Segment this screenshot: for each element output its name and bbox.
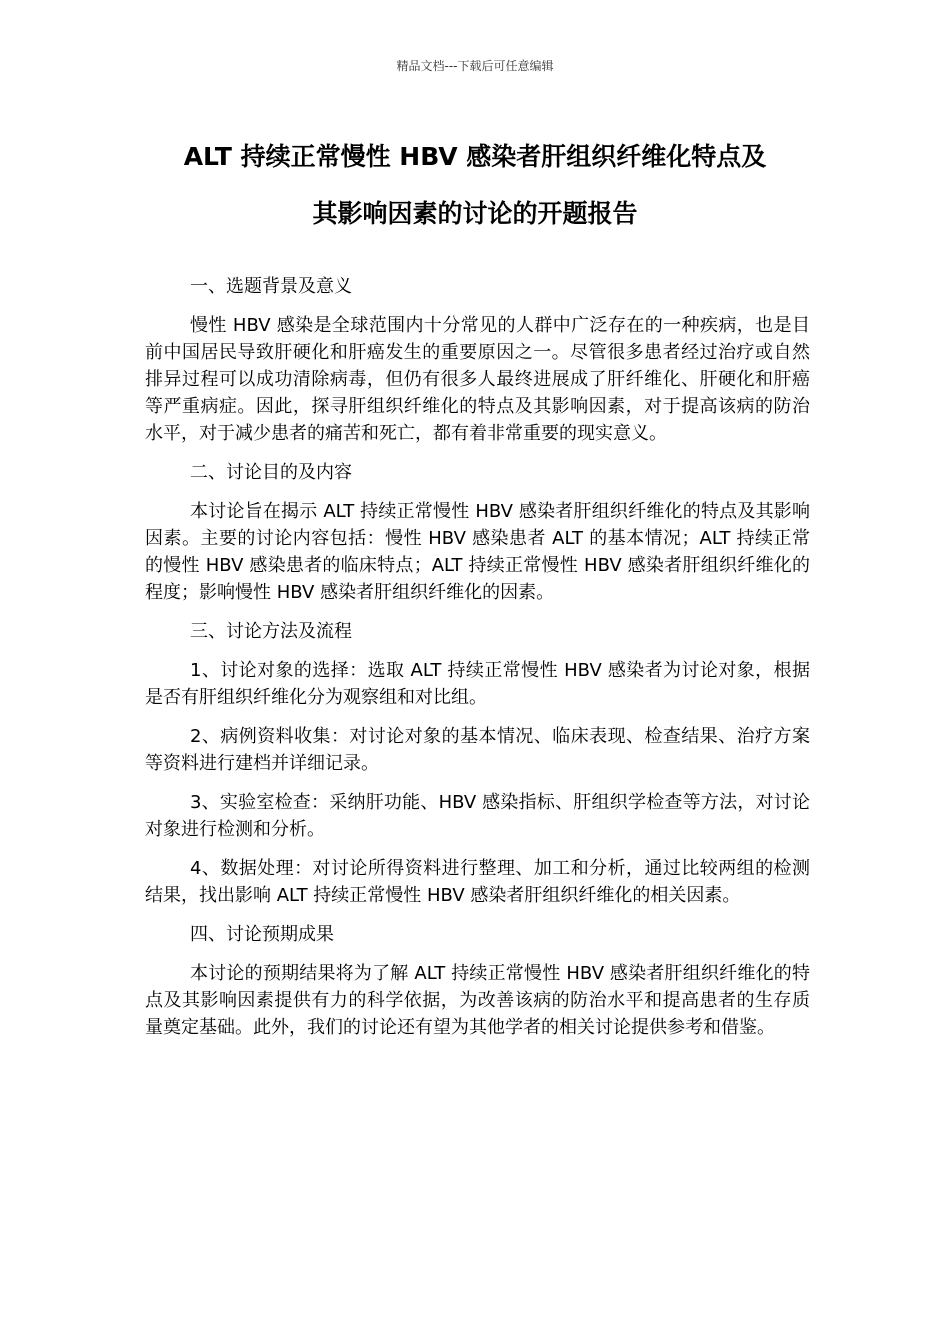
section-heading-background: 一、选题背景及意义 — [190, 276, 352, 297]
method-item-2: 2、病例资料收集：对讨论对象的基本情况、临床表现、检查结果、治疗方案等资料进行建档并详细记录。 — [145, 726, 810, 774]
section-heading-purpose: 二、讨论目的及内容 — [190, 462, 352, 483]
title-line-2: 其影响因素的讨论的开题报告 — [312, 199, 638, 228]
header-note: 精品文档---下载后可任意编辑 — [396, 59, 554, 73]
document-body — [145, 273, 810, 1053]
title-line-1: ALT 持续正常慢性 HBV 感染者肝组织纤维化特点及 — [183, 142, 767, 171]
method-item-3: 3、实验室检查：采纳肝功能、HBV 感染指标、肝组织学检查等方法，对讨论对象进行检测和分析。 — [145, 792, 810, 840]
paragraph-outcomes: 本讨论的预期结果将为了解 ALT 持续正常慢性 HBV 感染者肝组织纤维化的特点及其影响因素提供有力的科学依据，为改善该病的防治水平和提高患者的生存质量奠定基础。此外，我们的讨论还有望为其他学者的相关讨论提供参考和借鉴。 — [145, 963, 810, 1038]
method-item-1: 1、讨论对象的选择：选取 ALT 持续正常慢性 HBV 感染者为讨论对象，根据是否有肝组织纤维化分为观察组和对比组。 — [145, 660, 810, 708]
section-heading-methods: 三、讨论方法及流程 — [190, 621, 352, 642]
method-item-4: 4、数据处理：对讨论所得资料进行整理、加工和分析，通过比较两组的检测结果，找出影响 ALT 持续正常慢性 HBV 感染者肝组织纤维化的相关因素。 — [145, 858, 810, 906]
paragraph-background: 慢性 HBV 感染是全球范围内十分常见的人群中广泛存在的一种疾病，也是目前中国居民导致肝硬化和肝癌发生的重要原因之一。尽管很多患者经过治疗或自然排异过程可以成功清除病毒，但仍有很多人最终进展成了肝纤维化、肝硬化和肝癌等严重病症。因此，探寻肝组织纤维化的特点及其影响因素，对于提高该病的防治水平，对于减少患者的痛苦和死亡，都有着非常重要的现实意义。 — [145, 315, 810, 444]
section-heading-outcomes: 四、讨论预期成果 — [190, 924, 334, 945]
paragraph-purpose: 本讨论旨在揭示 ALT 持续正常慢性 HBV 感染者肝组织纤维化的特点及其影响因素。主要的讨论内容包括：慢性 HBV 感染患者 ALT 的基本情况；ALT 持续正常的慢性 HBV 感染患者的临床特点；ALT 持续正常慢性 HBV 感染者肝组织纤维化的程度；影响慢性 HBV 感染者肝组织纤维化的因素。 — [145, 501, 810, 603]
